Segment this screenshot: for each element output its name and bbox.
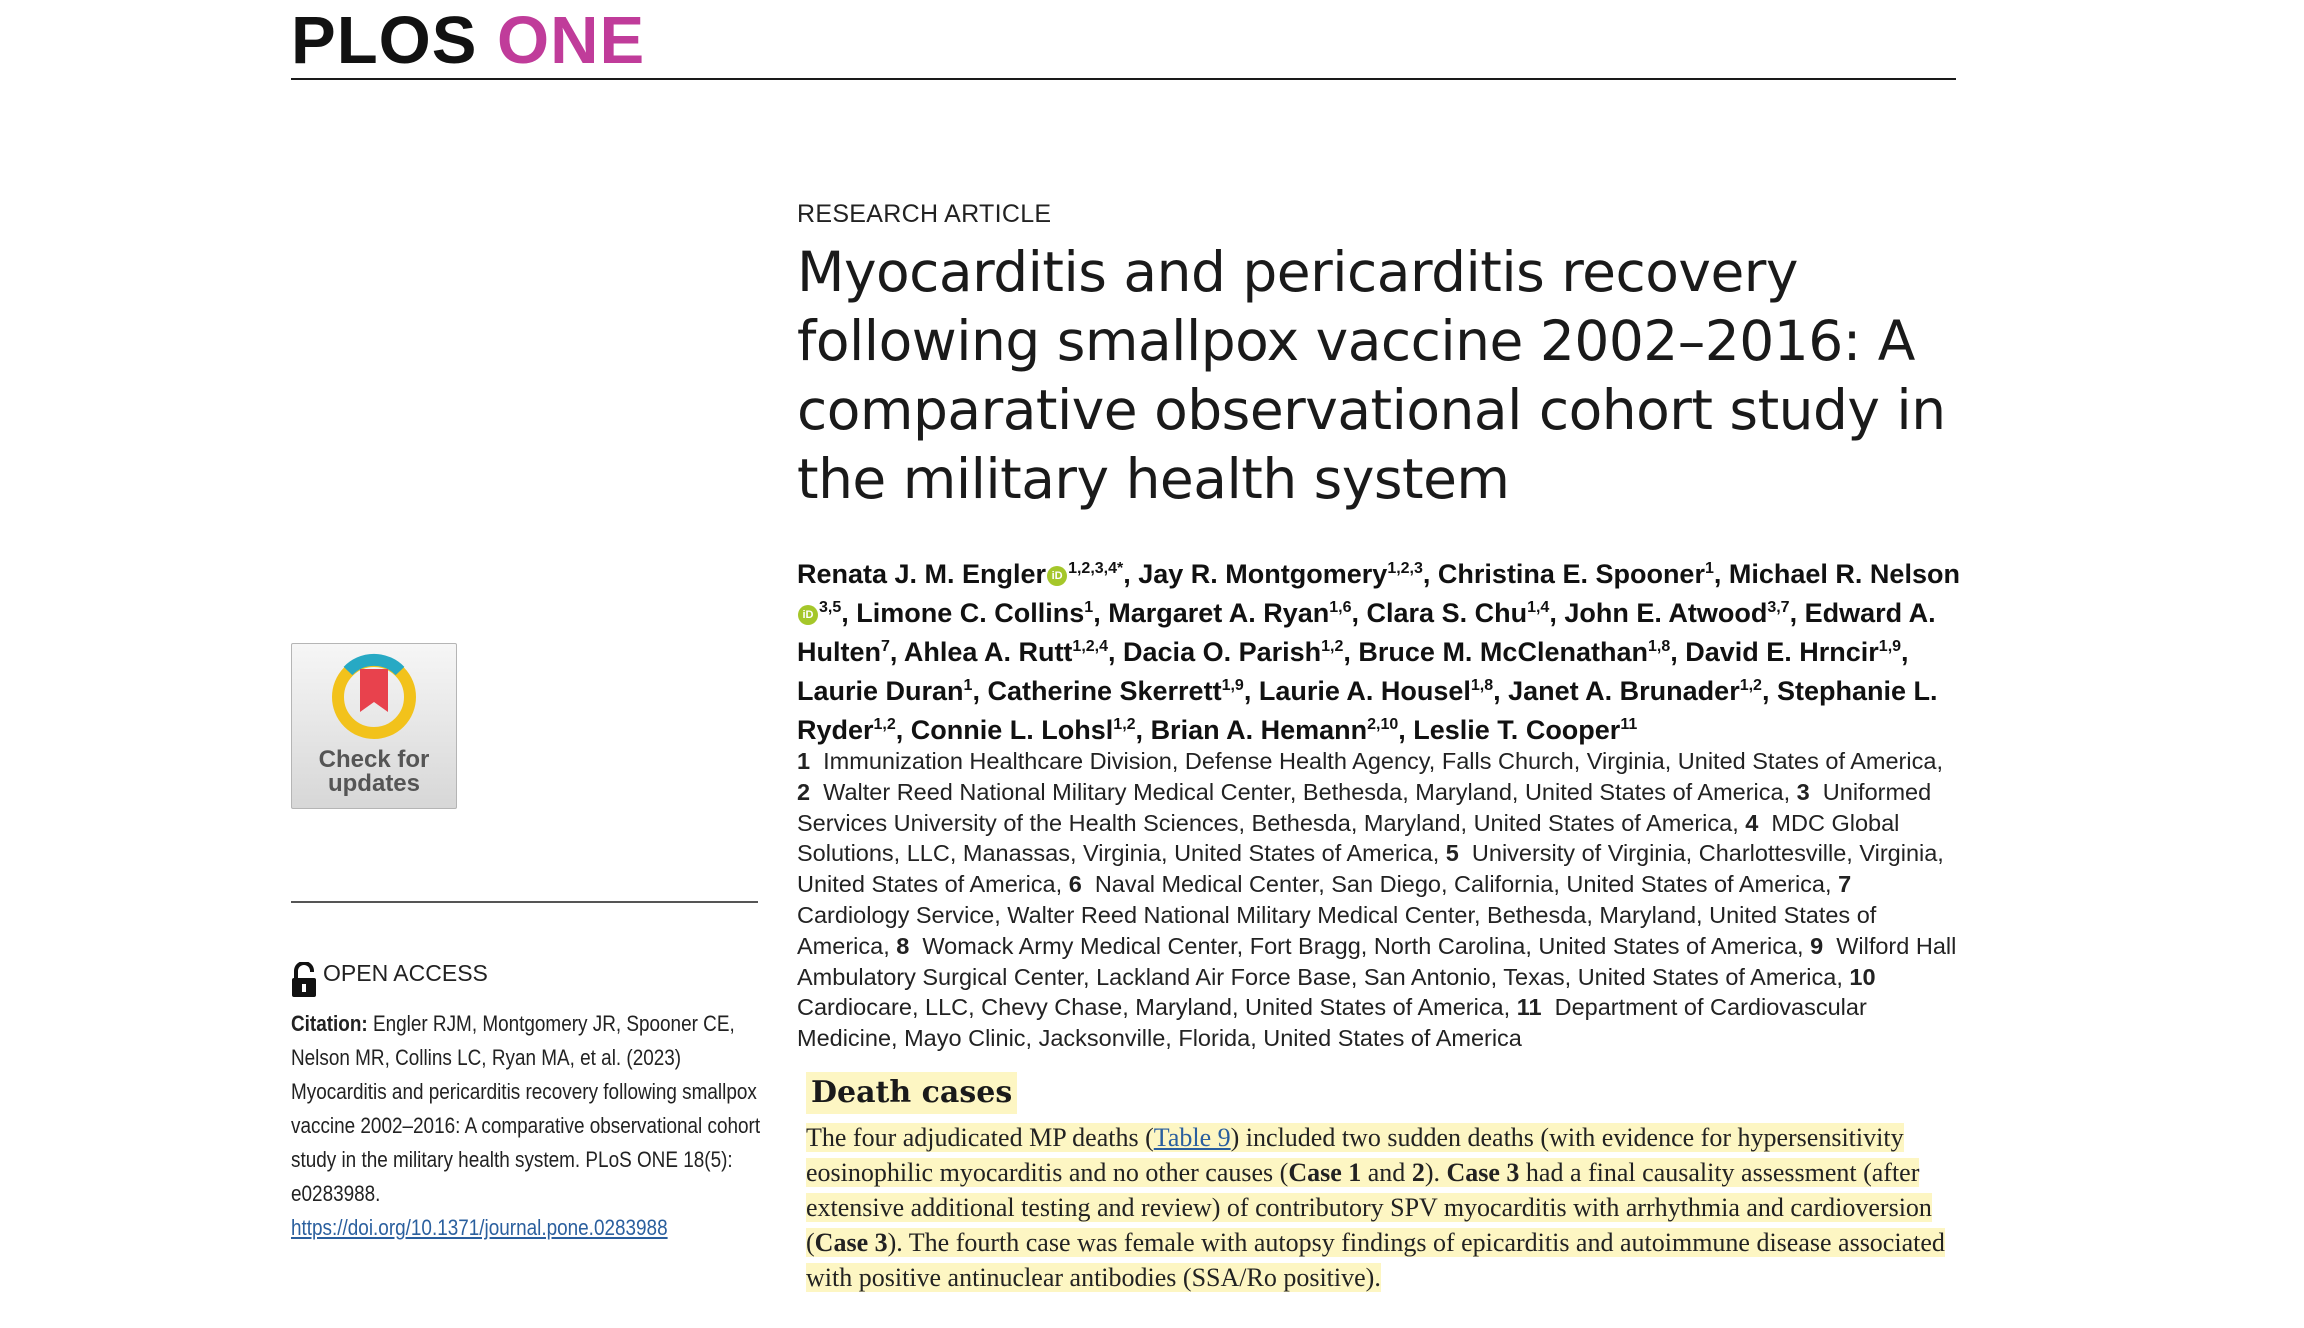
affiliation-text: Cardiology Service, Walter Reed National Military Medical Center, Bethesda, Maryland, United States of America [797,871,1877,959]
affiliation-text: Wilford Hall Ambulatory Surgical Center, Lackland Air Force Base, San Antonio, Texas, United States of America [797,932,1957,990]
author [1123,637,1343,667]
author-affiliation-ref: 2,10 [1367,716,1399,733]
case-ref: 2 [1411,1158,1425,1187]
author-affiliation-ref: 1 [1084,599,1094,616]
citation-block [291,1007,761,1245]
author [1413,715,1637,745]
header-divider [291,78,1956,80]
author-affiliation-ref: 1,8 [1470,677,1494,694]
affiliation-number: 1 [797,748,811,774]
death-cases-section [806,1072,1966,1295]
article-title: Myocarditis and pericarditis recovery following smallpox vaccine 2002–2016: A comparative observational cohort study in the military health system [797,240,1946,511]
author-name: Margaret A. Ryan [1108,598,1330,628]
table-link[interactable]: Table 9 [1153,1123,1231,1152]
author-affiliation-ref: 1,8 [1647,638,1671,655]
author [1138,559,1423,589]
paragraph-text: and [1361,1158,1412,1187]
author [1358,637,1670,667]
author-affiliation-ref: 1,4 [1527,599,1550,616]
author-name: Catherine Skerrett [987,676,1222,706]
affiliation-text: Walter Reed National Military Medical Center, Bethesda, Maryland, United States of America [810,778,1784,805]
author-name: Laurie A. Housel [1258,676,1471,706]
author [1259,676,1493,706]
affiliation-text: Immunization Healthcare Division, Defense Health Agency, Falls Church, Virginia, United States of America [810,748,1937,774]
author-name: John E. Atwood [1564,598,1768,628]
author-affiliation-ref: 1,9 [1221,677,1244,694]
doi-link[interactable]: https://doi.org/10.1371/journal.pone.0283988 [291,1215,668,1240]
citation-label: Citation: [291,1011,368,1036]
check-for-updates-label [292,748,456,796]
author-affiliation-ref: 3,5 [819,599,842,616]
author [987,676,1243,706]
logo-one: ONE [497,3,646,78]
affiliation-list: 1 Immunization Healthcare Division, Defense Health Agency, Falls Church, Virginia, United States of America, 2 Walter Reed National Military Medical Center, Bethesda, Maryland, United States of America, 3 Uniformed Services University of the Health Sciences, Bethesda, Maryland, United States of America, 4 MDC Global Solutions, LLC, Manassas, Virginia, United States of America, 5 University of Virginia, Charlottesville, Virginia, United States of America, 6 Naval Medical Center, San Diego, California, United States of America, 7 Cardiology Service, Walter Reed National Military Medical Center, Bethesda, Maryland, United States of America, 8 Womack Army Medical Center, Fort Bragg, North Carolina, United States of America, 9 Wilford Hall Ambulatory Surgical Center, Lackland Air Force Base, San Antonio, Texas, United States of America, 10 Cardiocare, LLC, Chevy Chase, Maryland, United States of America, 11 Department of Cardiovascular Medicine, Mayo Clinic, Jacksonville, Florida, United States of America [797,748,1957,1052]
author [797,559,1123,589]
author-name: Dacia O. Parish [1123,637,1322,667]
paragraph-text: ). The fourth case was female with autopsy findings of epicarditis and autoimmune disease associated with positive antinuclear antibodies (SSA/Ro positive). [806,1228,1945,1292]
author [1367,598,1550,628]
paragraph-text: The four adjudicated MP deaths ( [806,1123,1154,1152]
author-name: David E. Hrncir [1685,637,1879,667]
author [911,715,1136,745]
author-list: Renata J. M. Engler iD $^{1,2,3,4*}$, Jay R. Montgomery$^{1,2,3}$, Christina E. Spooner$^1$, Michael R. NelsoniD $^{3,5}$, Limone C. Collins$^1$, Margaret A. Ryan$^{1,6}$, Clara S. Chu$^{1,4}$, John E. Atwood$^{3,7}$, Edward A. Hulten$^7$, Ahlea A. Rutt$^{1,2,4}$, Dacia O. Parish$^{1,2}$, Bruce M. McClenathan$^{1,8}$, David E. Hrncir$^{1,9}$, Laurie Duran$^1$, Catherine Skerrett$^{1,9}$, Laurie A. Housel$^{1,8}$, Janet A. Brunader$^{1,2}$, Stephanie L. Ryder$^{1,2}$, Connie L. Lohsl$^{1,2}$, Brian A. Hemann$^{2,10}$, Leslie T. Cooper$^{11}$ [797,559,1960,745]
author-name: Leslie T. Cooper [1413,715,1621,745]
affiliation-text: Department of Cardiovascular Medicine, Mayo Clinic, Jacksonville, Florida, United States of America [797,994,1867,1052]
author [1564,598,1789,628]
affiliation-text: Cardiocare, LLC, Chevy Chase, Maryland, United States of America [797,963,1883,1021]
author-affiliation-ref: 7 [881,638,890,655]
death-cases-paragraph [806,1120,1966,1295]
affiliation-number: 3 [1796,778,1810,805]
author [1508,676,1762,706]
author [1685,637,1901,667]
author-affiliation-ref: 1,2 [1739,677,1762,694]
author-name: Stephanie L. Ryder [797,676,1938,745]
open-access-label [291,948,488,984]
affiliation-number: 6 [1068,871,1082,898]
affiliation-number: 2 [797,778,811,805]
author-name: Limone C. Collins [856,598,1085,628]
author [1108,598,1351,628]
open-access-text: OPEN ACCESS [323,960,488,986]
paragraph-text: ). [1424,1158,1447,1187]
author-name: Jay R. Montgomery [1138,559,1388,589]
author [904,637,1108,667]
affiliation-text: University of Virginia, Charlottesville, Virginia, United States of America [797,840,1944,898]
check-for-updates-line2: updates [327,770,420,797]
author-affiliation-ref: 11 [1620,716,1638,733]
author-affiliation-ref: 3,7 [1767,599,1790,616]
author-name: Bruce M. McClenathan [1358,637,1648,667]
affiliation-number: 10 [1849,963,1876,990]
author-affiliation-ref: 1 [1704,560,1714,577]
death-cases-heading: Death cases [806,1072,1017,1114]
crossmark-icon [329,652,419,742]
affiliation-number: 11 [1516,994,1542,1021]
author-affiliation-ref: 1,2 [873,716,896,733]
author-name: Christina E. Spooner [1437,559,1705,589]
author-affiliation-ref: 1,2 [1321,638,1344,655]
author-name: Renata J. M. Engler [797,559,1047,589]
case-ref: Case 1 [1288,1158,1362,1187]
affiliation [896,933,1797,959]
sidebar-divider [291,901,758,903]
article-type: RESEARCH ARTICLE [797,200,1052,228]
affiliation-text: Naval Medical Center, San Diego, California, United States of America [1081,871,1826,898]
affiliation-text: MDC Global Solutions, LLC, Manassas, Virginia, United States of America [797,809,1900,867]
case-ref: Case 3 [814,1228,888,1257]
author-name: Edward A. Hulten [797,598,1936,667]
affiliation-number: 4 [1745,809,1759,836]
paragraph-text: had a final causality assessment (after extensive additional testing and review) of contributory SPV myocarditis with arrhythmia and cardioversion ( [806,1158,1932,1257]
affiliation-text: Uniformed Services University of the Health Sciences, Bethesda, Maryland, United States of America [797,778,1932,836]
affiliation-number: 5 [1445,840,1459,867]
author-name: Connie L. Lohsl [910,715,1114,745]
author-name: Brian A. Hemann [1150,715,1368,745]
affiliation-number: 9 [1810,932,1824,959]
orcid-icon[interactable]: iD [1047,566,1067,586]
author-affiliation-ref: 1,2 [1113,716,1136,733]
affiliation [1069,871,1825,897]
logo-plos: PLOS [291,3,478,78]
affiliation-number: 8 [896,932,910,959]
author-affiliation-ref: 1 [963,677,973,694]
check-for-updates-badge[interactable] [291,643,457,809]
author-affiliation-ref: 1,2,3,4* [1068,560,1124,577]
highlighted-text [806,1123,1945,1292]
check-for-updates-line1: Check for [318,746,430,773]
paragraph-text: ) included two sudden deaths (with evidence for hypersensitivity eosinophilic myocarditis and no other causes ( [806,1123,1904,1187]
case-ref: Case 3 [1446,1158,1520,1187]
author-affiliation-ref: 1,2,3 [1387,560,1423,577]
author [797,676,972,706]
author-affiliation-ref: 1,2,4 [1072,638,1109,655]
journal-logo [291,4,645,78]
affiliation-number: 7 [1838,871,1852,898]
author-name: Michael R. Nelson [1728,559,1960,589]
author [1151,715,1399,745]
affiliation [797,779,1784,805]
author-name: Janet A. Brunader [1508,676,1740,706]
author-affiliation-ref: 1,9 [1878,638,1902,655]
author [856,598,1093,628]
author-name: Clara S. Chu [1366,598,1528,628]
author [1438,559,1714,589]
author-name: Laurie Duran [797,676,964,706]
citation-text: Engler RJM, Montgomery JR, Spooner CE, Nelson MR, Collins LC, Ryan MA, et al. (2023) Myocarditis and pericarditis recovery following smallpox vaccine 2002–2016: A comparative observational cohort study in the military health system. PLoS ONE 18(5): e0283988. [291,1011,761,1206]
orcid-icon[interactable]: iD [798,605,818,625]
author-affiliation-ref: 1,6 [1329,599,1352,616]
affiliation [797,748,1936,774]
affiliation-text: Womack Army Medical Center, Fort Bragg, North Carolina, United States of America [909,932,1798,959]
open-lock-icon [291,962,317,998]
author-name: Ahlea A. Rutt [903,637,1073,667]
